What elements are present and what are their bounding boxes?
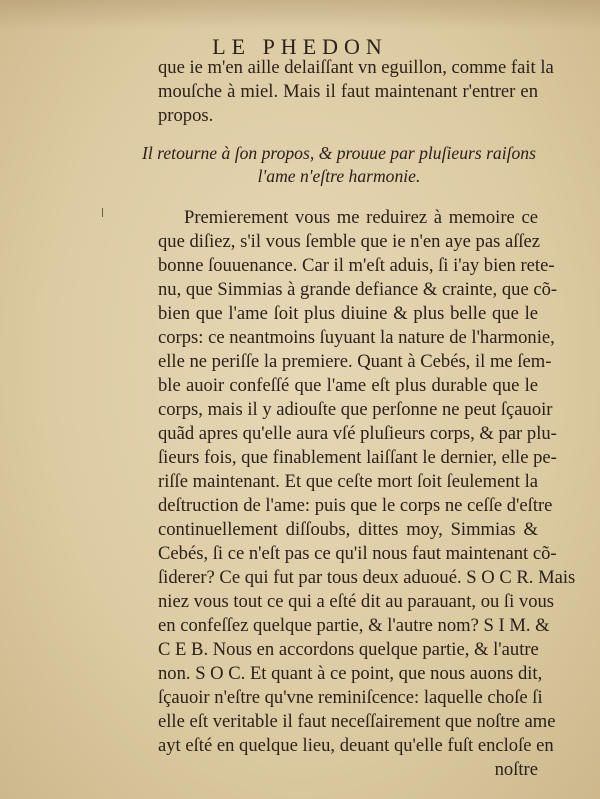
- text-line: elle ne periſſe la premiere. Quant à Cebés, il me ſem-: [158, 351, 552, 372]
- text-line: Cebés, ſi ce n'eſt pas ce qu'il nous faut maintenant cõ-: [158, 543, 557, 564]
- section-heading-line: Il retourne à ſon propos, & prouue par pluſieurs raiſons: [142, 143, 536, 163]
- text-line: ſieurs fois, que finablement laiſſant le dernier, elle pe-: [158, 447, 557, 468]
- text-line: bonne ſouuenance. Car il m'eſt aduis, ſi i'ay bien rete-: [158, 255, 555, 276]
- margin-mark: [102, 208, 103, 217]
- text-line: nu, que Simmias à grande defiance & crainte, que cõ-: [158, 279, 558, 300]
- text-line: non. S O C. Et quant à ce point, que nous auons dit,: [158, 663, 543, 684]
- text-line: corps, mais il y adiouſte que perſonne ne peut ſçauoir: [158, 399, 553, 420]
- running-head: LE PHEDON: [212, 34, 388, 59]
- catchword: noſtre: [494, 759, 538, 780]
- text-line: niez vous tout ce qui a eſté dit au parauant, ou ſi vous: [158, 591, 555, 612]
- text-line: riſſe maintenant. Et que ceſte mort ſoit ſeulement la: [158, 471, 538, 492]
- section-heading-line: l'ame n'eſtre harmonie.: [257, 166, 421, 186]
- text-line: propos.: [158, 105, 214, 126]
- text-line: ſçauoir n'eſtre qu'vne reminiſcence: laquelle choſe ſi: [158, 687, 543, 708]
- text-line: que ie m'en aille delaiſſant vn eguillon, comme fait la: [158, 57, 554, 78]
- text-line: ſiderer? Ce qui fut par tous deux aduoué. S O C R. Mais: [158, 567, 576, 588]
- text-line: en confeſſez quelque partie, & l'autre nom? S I M. &: [158, 615, 550, 636]
- text-line: ble auoir confeſſé que l'ame eſt plus durable que le: [158, 375, 538, 396]
- text-line: bien que l'ame ſoit plus diuine & plus belle que le: [158, 303, 538, 324]
- text-line: Premierement vous me reduirez à memoire ce: [184, 207, 538, 228]
- text-line: mouſche à miel. Mais il faut maintenant r'entrer en: [158, 81, 538, 102]
- text-line: deſtruction de l'ame: puis que le corps ne ceſſe d'eſtre: [158, 495, 553, 516]
- text-line: quãd apres qu'elle aura vſé pluſieurs corps, & par plu-: [158, 423, 557, 444]
- text-line: continuellement diſſoubs, dittes moy, Simmias &: [158, 519, 538, 540]
- text-line: que diſiez, s'il vous ſemble que ie n'en aye pas aſſez: [158, 231, 541, 252]
- text-line: elle eſt veritable il faut neceſſairement que noſtre ame: [158, 711, 556, 732]
- text-line: corps: ce neantmoins ſuyuant la nature de l'harmonie,: [158, 327, 555, 348]
- text-line: C E B. Nous en accordons quelque partie, & l'autre: [158, 639, 539, 660]
- text-line: ayt eſté en quelque lieu, deuant qu'elle fuſt encloſe en: [158, 735, 554, 756]
